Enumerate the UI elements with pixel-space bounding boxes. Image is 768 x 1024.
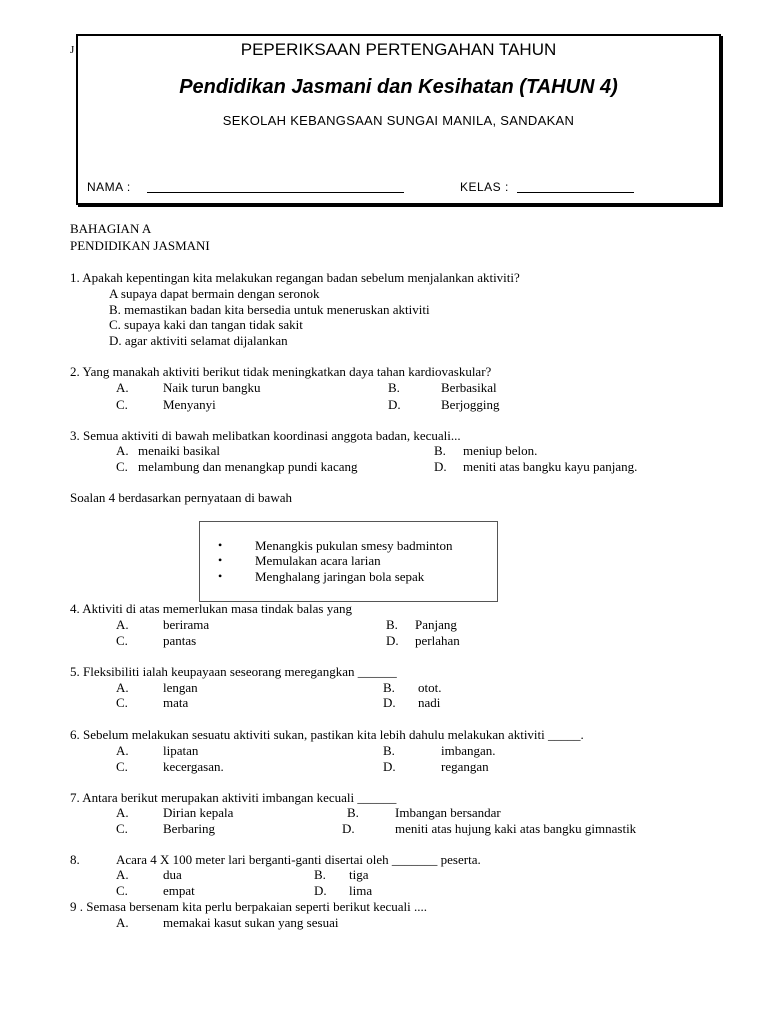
nama-field[interactable] [147, 192, 404, 193]
q4-stem: 4. Aktiviti di atas memerlukan masa tindak balas yang [70, 601, 352, 616]
q6-option-b[interactable]: imbangan. [441, 743, 496, 758]
q2-stem: 2. Yang manakah aktiviti berikut tidak meningkatkan daya tahan kardiovaskular? [70, 364, 492, 379]
q5-stem: 5. Fleksibiliti ialah keupayaan seseorang meregangkan ______ [70, 664, 397, 679]
bullet-icon: • [218, 538, 223, 552]
q8-option-a[interactable]: dua [163, 867, 182, 882]
q4-option-b[interactable]: Panjang [415, 617, 457, 632]
kelas-label: KELAS : [460, 180, 509, 194]
q2-option-c[interactable]: Menyanyi [163, 397, 216, 412]
q7-option-a[interactable]: Dirian kepala [163, 805, 234, 820]
q7-letter-b: B. [347, 805, 359, 820]
q5-letter-b: B. [383, 680, 395, 695]
q2-letter-a: A. [116, 380, 129, 395]
q1-stem: 1. Apakah kepentingan kita melakukan regangan badan sebelum menjalankan aktiviti? [70, 270, 520, 285]
q3-letter-d: D. [434, 459, 447, 474]
q5-letter-d: D. [383, 695, 396, 710]
q3-letter-a: A. [116, 443, 129, 458]
subject-title: Pendidikan Jasmani dan Kesihatan (TAHUN 4) [179, 76, 618, 98]
q3-option-c[interactable]: melambung dan menangkap pundi kacang [138, 459, 358, 474]
q2-option-b[interactable]: Berbasikal [441, 380, 497, 395]
q5-option-a[interactable]: lengan [163, 680, 198, 695]
q8-letter-a: A. [116, 867, 129, 882]
q3-stem: 3. Semua aktiviti di bawah melibatkan koordinasi anggota badan, kecuali... [70, 428, 461, 443]
q8-option-b[interactable]: tiga [349, 867, 369, 882]
q4-letter-a: A. [116, 617, 129, 632]
q7-letter-c: C. [116, 821, 128, 836]
statement-3: Menghalang jaringan bola sepak [255, 569, 425, 584]
nama-label: NAMA : [87, 180, 131, 194]
q7-option-b[interactable]: Imbangan bersandar [395, 805, 501, 820]
q8-stem: Acara 4 X 100 meter lari berganti-ganti disertai oleh _______ peserta. [116, 852, 481, 867]
statement-box [199, 521, 498, 602]
q1-option-d[interactable]: D. agar aktiviti selamat dijalankan [109, 333, 288, 348]
q8-option-d[interactable]: lima [349, 883, 373, 898]
q6-option-c[interactable]: kecergasan. [163, 759, 224, 774]
q4-option-d[interactable]: perlahan [415, 633, 460, 648]
q4-letter-c: C. [116, 633, 128, 648]
q8-number: 8. [70, 852, 80, 867]
q1-option-a[interactable]: A supaya dapat bermain dengan seronok [109, 286, 320, 301]
q7-option-d[interactable]: meniti atas hujung kaki atas bangku gimnastik [395, 821, 637, 836]
exam-header [76, 34, 721, 205]
corner-mark: J [70, 44, 75, 56]
q1-option-c[interactable]: C. supaya kaki dan tangan tidak sakit [109, 317, 303, 332]
q6-letter-c: C. [116, 759, 128, 774]
q2-letter-b: B. [388, 380, 400, 395]
q4-letter-b: B. [386, 617, 398, 632]
q7-option-c[interactable]: Berbaring [163, 821, 215, 836]
bullet-icon: • [218, 569, 223, 583]
q2-option-d[interactable]: Berjogging [441, 397, 500, 412]
q4-intro: Soalan 4 berdasarkan pernyataan di bawah [70, 490, 292, 505]
q5-letter-c: C. [116, 695, 128, 710]
q3-option-a[interactable]: menaiki basikal [138, 443, 220, 458]
q6-stem: 6. Sebelum melakukan sesuatu aktiviti sukan, pastikan kita lebih dahulu melakukan aktiviti _____. [70, 727, 584, 742]
statement-2: Memulakan acara larian [255, 553, 381, 568]
statement-1: Menangkis pukulan smesy badminton [255, 538, 453, 553]
q9-stem: 9 . Semasa bersenam kita perlu berpakaian seperti berikut kecuali .... [70, 899, 428, 914]
q3-option-b[interactable]: meniup belon. [463, 443, 538, 458]
q4-option-c[interactable]: pantas [163, 633, 197, 648]
q8-letter-c: C. [116, 883, 128, 898]
exam-title: PEPERIKSAAN PERTENGAHAN TAHUN [240, 40, 557, 59]
q6-letter-d: D. [383, 759, 396, 774]
q3-option-d[interactable]: meniti atas bangku kayu panjang. [463, 459, 638, 474]
q2-letter-c: C. [116, 397, 128, 412]
q8-option-c[interactable]: empat [163, 883, 195, 898]
q6-option-d[interactable]: regangan [441, 759, 489, 774]
q7-letter-d: D. [342, 821, 355, 836]
q1-option-b[interactable]: B. memastikan badan kita bersedia untuk meneruskan aktiviti [109, 302, 430, 317]
q5-letter-a: A. [116, 680, 129, 695]
q7-letter-a: A. [116, 805, 129, 820]
q3-letter-b: B. [434, 443, 446, 458]
q4-option-a[interactable]: berirama [163, 617, 210, 632]
kelas-field[interactable] [517, 192, 634, 193]
q9-option-a[interactable]: memakai kasut sukan yang sesuai [163, 915, 339, 930]
q2-option-a[interactable]: Naik turun bangku [163, 380, 261, 395]
q5-option-d[interactable]: nadi [418, 695, 441, 710]
q7-stem: 7. Antara berikut merupakan aktiviti imbangan kecuali ______ [70, 790, 397, 805]
bullet-icon: • [218, 553, 223, 567]
q6-letter-b: B. [383, 743, 395, 758]
q8-letter-d: D. [314, 883, 327, 898]
q6-letter-a: A. [116, 743, 129, 758]
q6-option-a[interactable]: lipatan [163, 743, 199, 758]
school-name: SEKOLAH KEBANGSAAN SUNGAI MANILA, SANDAKAN [222, 113, 575, 128]
q5-option-c[interactable]: mata [163, 695, 189, 710]
section-title: BAHAGIAN A [70, 221, 152, 236]
q4-letter-d: D. [386, 633, 399, 648]
q5-option-b[interactable]: otot. [418, 680, 442, 695]
q2-letter-d: D. [388, 397, 401, 412]
q3-letter-c: C. [116, 459, 128, 474]
section-subtitle: PENDIDIKAN JASMANI [70, 238, 210, 253]
q9-letter-a: A. [116, 915, 129, 930]
q8-letter-b: B. [314, 867, 326, 882]
